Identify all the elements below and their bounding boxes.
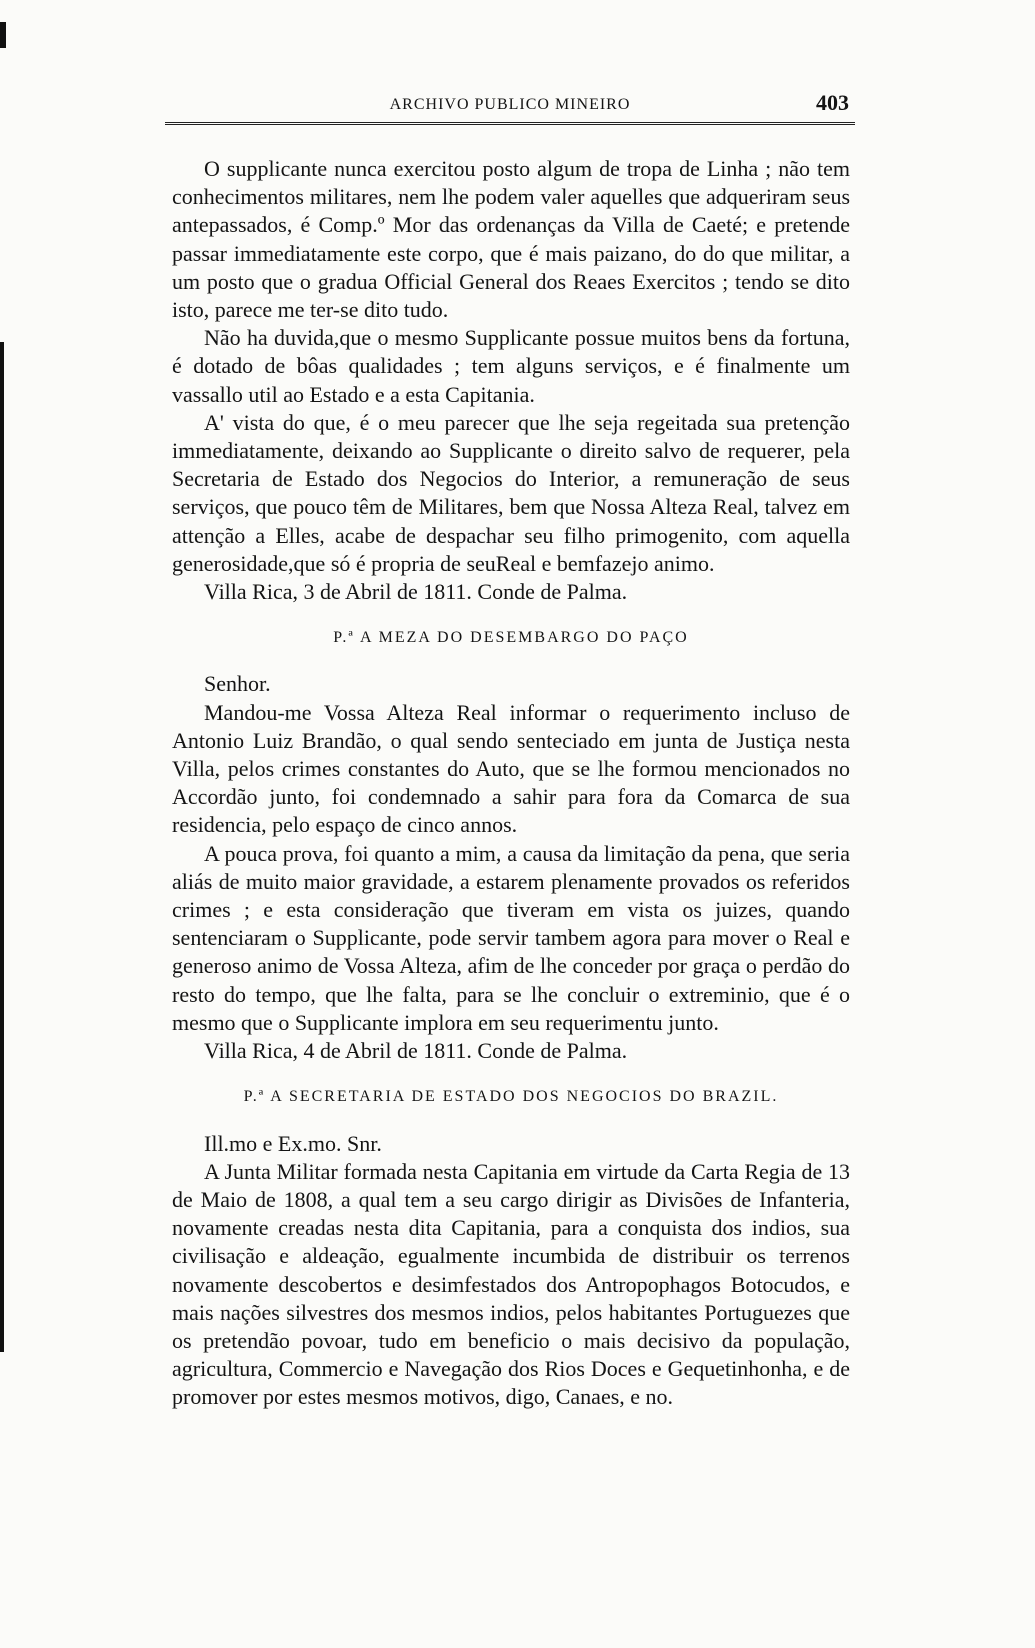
paragraph: A' vista do que, é o meu parecer que lhe seja regeitada sua pretenção immediatamente, deixando ao Supplicante o direito salvo de requerer, pela Secretaria de Estado dos Negocios do Interior, a remuneração de seus serviços, que pouco têm de Militares, bem que Nossa Alteza Real, talvez em attenção a Elles, acabe de despachar seu filho primogenito, com aquella generosidade,que só é propria de seuReal e bemfazejo animo.	[172, 409, 850, 576]
salutation: Senhor.	[204, 671, 271, 697]
document-body	[172, 155, 850, 1412]
paragraph: Mandou-me Vossa Alteza Real informar o requerimento incluso de Antonio Luiz Brandão, o qual sendo senteciado em junta de Justiça nesta Villa, pelos crimes constantes do Auto, que se lhe formou mencionados no Accordão junto, foi condemnado a sahir para fora da Comarca de sua residencia, pelo espaço de cinco annos.	[172, 699, 850, 838]
salutation: Ill.mo e Ex.mo. Snr.	[204, 1130, 382, 1156]
section-heading: P.ª A SECRETARIA DE ESTADO DOS NEGOCIOS DO BRAZIL.	[243, 1088, 779, 1106]
running-title: ARCHIVO PUBLICO MINEIRO	[389, 96, 631, 113]
header-rule	[165, 122, 855, 125]
signature-line: Villa Rica, 4 de Abril de 1811. Conde de Palma.	[204, 1038, 628, 1064]
paragraph: A Junta Militar formada nesta Capitania em virtude da Carta Regia de 13 de Maio de 1808, a qual tem a seu cargo dirigir as Divisões de Infanteria, novamente creadas nesta dita Capitania, para a conquista dos indios, sua civilisação e aldeação, egualmente incumbida de distribuir os terrenos novamente descobertos e desimfestados dos Antropophagos Botocudos, e mais nações silvestres dos mesmos indios, pelos habitantes Portuguezes que os pretendão povoar, tudo em beneficio o mais decisivo da população, agricultura, Commercio e Navegação dos Rios Doces e Gequetinhonha, e de promover por estes mesmos motivos, digo, Canaes, e no.	[172, 1158, 850, 1410]
paragraph: A pouca prova, foi quanto a mim, a causa da limitação da pena, que seria aliás de muito maior gravidade, a estarem plenamente provados os referidos crimes ; e esta consideração que tiveram em vista os juizes, quando sentenciaram o Supplicante, pode servir tambem agora para mover o Real e generoso animo de Vossa Alteza, afim de lhe conceder por graça o perdão do resto do tempo, que lhe falta, para se lhe concluir o extreminio, que é o mesmo que o Supplicante implora em seu requerimentu junto.	[172, 840, 850, 1035]
page-header	[165, 82, 855, 122]
binding-mark-left	[0, 342, 4, 1352]
signature-line: Villa Rica, 3 de Abril de 1811. Conde de Palma.	[204, 579, 628, 605]
paragraph: O supplicante nunca exercitou posto algum de tropa de Linha ; não tem conhecimentos militares, nem lhe podem valer aquelles que adqueriram seus antepassados, é Comp.º Mor das ordenanças da Villa de Caeté; e pretende passar immediatamente este corpo, que é mais paizano, do do que militar, a um posto que o gradua Official General dos Reaes Exercitos ; tendo se dito isto, parece me ter-se dito tudo.	[172, 156, 850, 323]
page-number: 403	[816, 90, 849, 115]
paragraph: Não ha duvida,que o mesmo Supplicante possue muitos bens da fortuna, é dotado de bôas qualidades ; tem alguns serviços, e é finalmente um vassallo util ao Estado e a esta Capitania.	[172, 325, 850, 407]
section-heading: P.ª A MEZA DO DESEMBARGO DO PAÇO	[333, 629, 689, 647]
binding-mark-top	[0, 22, 6, 48]
